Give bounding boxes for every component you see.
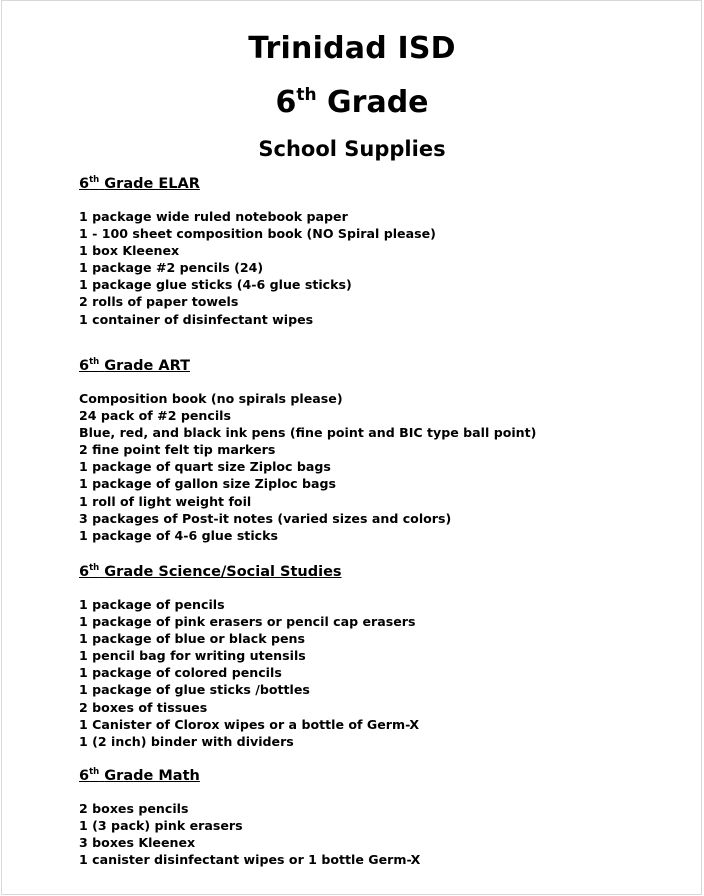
list-item: Composition book (no spirals please) bbox=[79, 391, 343, 406]
section-heading-text: Grade Math bbox=[104, 768, 200, 784]
list-item: 2 boxes of tissues bbox=[79, 699, 208, 715]
section-heading-art bbox=[79, 356, 679, 376]
supply-list-science-social-studies bbox=[79, 596, 679, 750]
section-heading-text: Grade ART bbox=[104, 358, 191, 374]
grade-suffix: th bbox=[296, 85, 317, 105]
section-art bbox=[79, 356, 679, 544]
section-grade-number: 6 bbox=[79, 176, 90, 192]
list-item: 1 container of disinfectant wipes bbox=[79, 311, 314, 327]
section-math bbox=[79, 766, 679, 868]
supply-list-art bbox=[79, 390, 679, 544]
list-item: 1 package #2 pencils (24) bbox=[79, 260, 264, 276]
list-item: 1 Canister of Clorox wipes or a bottle of Germ-X bbox=[79, 716, 420, 732]
section-elar bbox=[79, 174, 679, 328]
grade-word: Grade bbox=[327, 85, 429, 120]
section-science-social-studies bbox=[79, 562, 679, 750]
list-item: 1 (2 inch) binder with dividers bbox=[79, 733, 294, 749]
section-grade-suffix: th bbox=[89, 563, 100, 573]
list-item: 1 box Kleenex bbox=[79, 243, 180, 259]
list-item: 1 (3 pack) pink erasers bbox=[79, 818, 243, 834]
list-item: 1 roll of light weight foil bbox=[79, 493, 252, 509]
list-item: 2 boxes pencils bbox=[79, 801, 189, 816]
section-heading-science-social-studies bbox=[79, 562, 679, 582]
section-grade-suffix: th bbox=[89, 175, 100, 185]
list-item: 1 package of gallon size Ziploc bags bbox=[79, 476, 336, 492]
list-item: 1 canister disinfectant wipes or 1 bottle Germ-X bbox=[79, 852, 421, 868]
section-grade-number: 6 bbox=[79, 768, 90, 784]
list-item: Blue, red, and black ink pens (fine point and BIC type ball point) bbox=[79, 425, 537, 441]
list-item: 2 rolls of paper towels bbox=[79, 294, 239, 310]
grade-number: 6 bbox=[275, 85, 297, 120]
list-item: 1 - 100 sheet composition book (NO Spiral please) bbox=[79, 226, 436, 242]
section-heading-text: Grade Science/Social Studies bbox=[104, 564, 342, 580]
list-item: 1 package of 4-6 glue sticks bbox=[79, 527, 278, 543]
section-grade-suffix: th bbox=[89, 767, 100, 777]
grade-heading bbox=[0, 84, 704, 122]
supply-list-elar bbox=[79, 208, 679, 328]
list-item: 24 pack of #2 pencils bbox=[79, 408, 231, 424]
list-item: 1 package of quart size Ziploc bags bbox=[79, 459, 331, 475]
list-item: 1 package of colored pencils bbox=[79, 665, 282, 681]
list-item: 2 fine point felt tip markers bbox=[79, 442, 276, 458]
supply-list-math bbox=[79, 800, 679, 868]
document-subtitle: School Supplies bbox=[258, 137, 446, 161]
document-title: Trinidad ISD bbox=[248, 31, 456, 66]
list-item: 1 package of pencils bbox=[79, 597, 225, 612]
list-item: 1 package wide ruled notebook paper bbox=[79, 209, 348, 224]
list-item: 1 package of glue sticks /bottles bbox=[79, 682, 310, 698]
list-item: 1 package of pink erasers or pencil cap erasers bbox=[79, 614, 416, 630]
section-heading-math bbox=[79, 766, 679, 786]
list-item: 3 boxes Kleenex bbox=[79, 835, 196, 851]
section-grade-number: 6 bbox=[79, 358, 90, 374]
section-heading-elar bbox=[79, 174, 679, 194]
section-grade-number: 6 bbox=[79, 564, 90, 580]
section-heading-text: Grade ELAR bbox=[104, 176, 200, 192]
list-item: 1 pencil bag for writing utensils bbox=[79, 648, 306, 664]
list-item: 1 package of blue or black pens bbox=[79, 631, 305, 647]
list-item: 1 package glue sticks (4-6 glue sticks) bbox=[79, 277, 352, 293]
section-grade-suffix: th bbox=[89, 357, 100, 367]
list-item: 3 packages of Post-it notes (varied sizes and colors) bbox=[79, 510, 452, 526]
